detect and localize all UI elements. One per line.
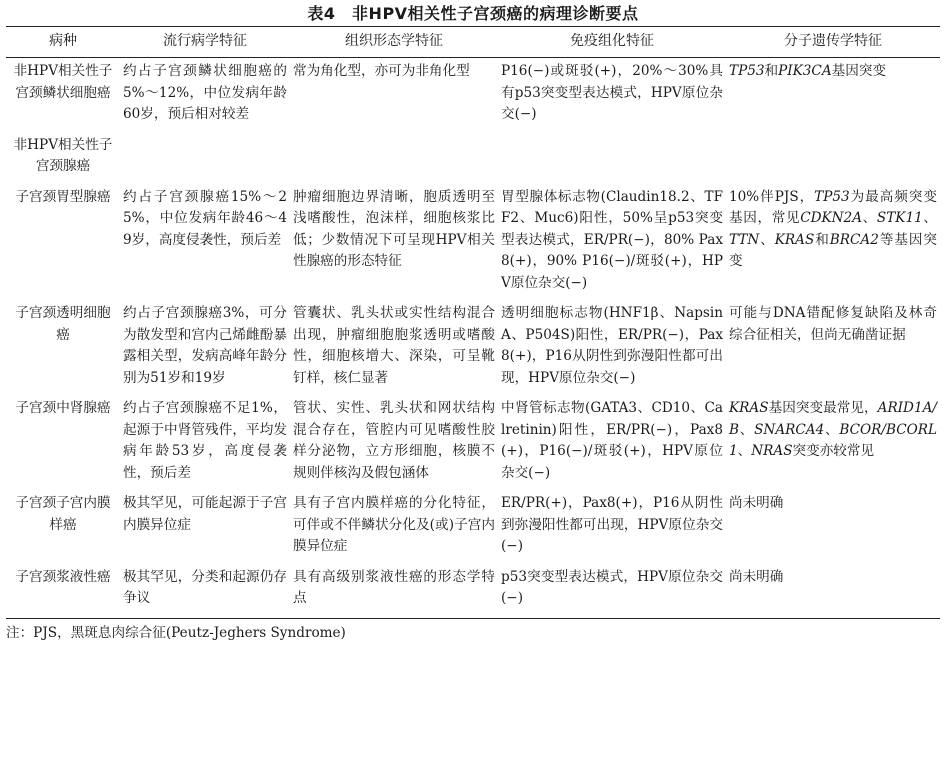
gene-name: BRCA2: [829, 231, 879, 248]
table-row: [6, 58, 940, 132]
cell-morphology: 具有高级别浆液性癌的形态学特点: [290, 564, 498, 619]
cell-epidemiology: 约占子宫颈腺癌3%，可分为散发型和宫内己烯雌酚暴露相关型，发病高峰年龄分别为51岁和19岁: [123, 305, 287, 386]
cell-molecular: [726, 184, 940, 301]
cell-molecular: [726, 395, 940, 490]
cell-molecular: [726, 132, 940, 184]
cell-disease: 子宫颈浆液性癌: [6, 564, 120, 619]
molecular-text: 突变亦较常见: [792, 443, 875, 459]
table-body: [6, 58, 940, 619]
cell-disease: 子宫颈子宫内膜样癌: [15, 495, 111, 533]
cell-epidemiology: 极其罕见，分类和起源仍存争议: [120, 564, 290, 619]
cell-molecular: [726, 564, 940, 619]
header-epidemiology: 流行病学特征: [120, 27, 290, 58]
cell-morphology: [290, 132, 498, 184]
table-header-row: [6, 27, 940, 58]
cell-epidemiology: 约占子宫颈腺癌15%～25%，中位发病年龄46～49岁，高度侵袭性，预后差: [123, 188, 287, 248]
header-molecular: 分子遗传学特征: [726, 27, 940, 58]
cell-morphology: 具有子宫内膜样癌的分化特征，可伴或不伴鳞状分化及(或)子宫内膜异位症: [293, 495, 495, 554]
cell-molecular: [726, 58, 940, 132]
molecular-text: 尚未明确: [729, 495, 784, 511]
cell-disease: 子宫颈中肾腺癌: [15, 400, 111, 416]
gene-name: SNARCA4: [754, 421, 825, 438]
header-disease: 病种: [6, 27, 120, 58]
cell-disease: 非HPV相关性子宫颈腺癌: [13, 136, 113, 174]
molecular-text: 基因突变最常见，: [768, 400, 878, 416]
molecular-text: 10%伴PJS，: [729, 188, 815, 205]
cell-disease: 子宫颈透明细胞癌: [15, 305, 111, 343]
molecular-text: 和: [814, 231, 830, 248]
header-morphology: 组织形态学特征: [290, 27, 498, 58]
cell-disease: 子宫颈胃型腺癌: [15, 188, 111, 205]
cell-ihc: 透明细胞标志物(HNF1β、Napsin A、P504S)阳性，ER/PR(−)，Pax8(+)，P16从阴性到弥漫阳性都可出现，HPV原位杂交(−): [501, 305, 723, 386]
table-row: [6, 490, 940, 564]
table-row: [6, 300, 940, 395]
molecular-text: 尚未明确: [729, 568, 784, 585]
molecular-text: 、: [737, 443, 752, 459]
table-row: [6, 132, 940, 184]
cell-molecular: [726, 300, 940, 395]
gene-name: TP53: [814, 188, 850, 205]
cell-epidemiology: 约占子宫颈鳞状细胞癌的5%～12%，中位发病年龄60岁，预后相对较差: [123, 63, 287, 122]
cell-morphology: 管状、实性、乳头状和网状结构混合存在，管腔内可见嗜酸性胶样分泌物，立方形细胞，核膜不规则伴核沟及假包涵体: [293, 400, 495, 481]
molecular-text: 、: [922, 210, 938, 226]
cell-morphology: 管囊状、乳头状或实性结构混合出现，肿瘤细胞胞浆透明或嗜酸性，细胞核增大、深染，可呈靴钉样，核仁显著: [293, 305, 495, 386]
cell-morphology: 肿瘤细胞边界清晰，胞质透明至浅嗜酸性，泡沫样，细胞核浆比低；少数情况下可呈现HPV相关性腺癌的形态特征: [293, 188, 495, 269]
table-row: [6, 395, 940, 490]
molecular-text: 、: [739, 421, 755, 438]
header-ihc: 免疫组化特征: [498, 27, 726, 58]
gene-name: STK11: [876, 210, 923, 226]
table-caption: 表4 非HPV相关性子宫颈癌的病理诊断要点: [307, 4, 639, 23]
cell-morphology: 常为角化型，亦可为非角化型: [293, 63, 470, 79]
cell-ihc: p53突变型表达模式，HPV原位杂交(−): [498, 564, 726, 619]
gene-name: ARID1A/B: [729, 400, 937, 438]
gene-name: CDKN2A: [800, 210, 863, 226]
cell-ihc: 中肾管标志物(GATA3、CD10、Calretinin)阳性，ER/PR(−)，Pax8(+)，P16(−)/斑驳(+)，HPV原位杂交(−): [501, 400, 723, 481]
cell-ihc: ER/PR(+)，Pax8(+)，P16从阴性到弥漫阳性都可出现，HPV原位杂交(−): [501, 495, 723, 554]
molecular-text: 和: [764, 63, 779, 79]
cell-epidemiology: 约占子宫颈腺癌不足1%，起源于中肾管残件，平均发病年龄53岁，高度侵袭性，预后差: [123, 400, 287, 481]
molecular-text: 等基因突变: [729, 231, 938, 269]
table-row: [6, 184, 940, 301]
cell-molecular: [726, 490, 940, 564]
cell-epidemiology: 极其罕见，可能起源于子宫内膜异位症: [123, 495, 287, 533]
molecular-text: 为最高频突变基因，常见: [729, 188, 937, 226]
cell-ihc: [498, 132, 726, 184]
gene-name: TP53: [729, 63, 765, 79]
gene-name: NRAS: [751, 443, 793, 459]
gene-name: KRAS: [774, 231, 815, 248]
cell-disease: 非HPV相关性子宫颈鳞状细胞癌: [13, 63, 113, 101]
cell-epidemiology: [120, 132, 290, 184]
molecular-text: 基因突变: [831, 63, 887, 79]
gene-name: KRAS: [729, 400, 769, 416]
gene-name: PIK3CA: [778, 63, 832, 79]
molecular-text: 、: [824, 421, 840, 438]
gene-name: TTN: [729, 231, 760, 248]
diagnosis-table: [6, 26, 940, 619]
cell-ihc: P16(−)或斑驳(+)，20%～30%具有p53突变型表达模式，HPV原位杂交(−): [501, 63, 723, 122]
table-footnote: 注：PJS，黑斑息肉综合征(Peutz-Jeghers Syndrome): [6, 624, 346, 641]
table-row: [6, 564, 940, 619]
cell-ihc: 胃型腺体标志物(Claudin18.2、TFF2、Muc6)阳性，50%呈p53突变型表达模式，ER/PR(−)，80% Pax8(+)，90% P16(−)/斑驳(+)，HPV原位杂交(−): [501, 188, 723, 291]
molecular-text: 、: [862, 210, 877, 226]
gene-name: BCOR/BCORL1: [729, 421, 938, 459]
molecular-text: 可能与DNA错配修复缺陷及林奇综合征相关，但尚无确凿证据: [729, 305, 937, 343]
molecular-text: 、: [759, 231, 775, 248]
